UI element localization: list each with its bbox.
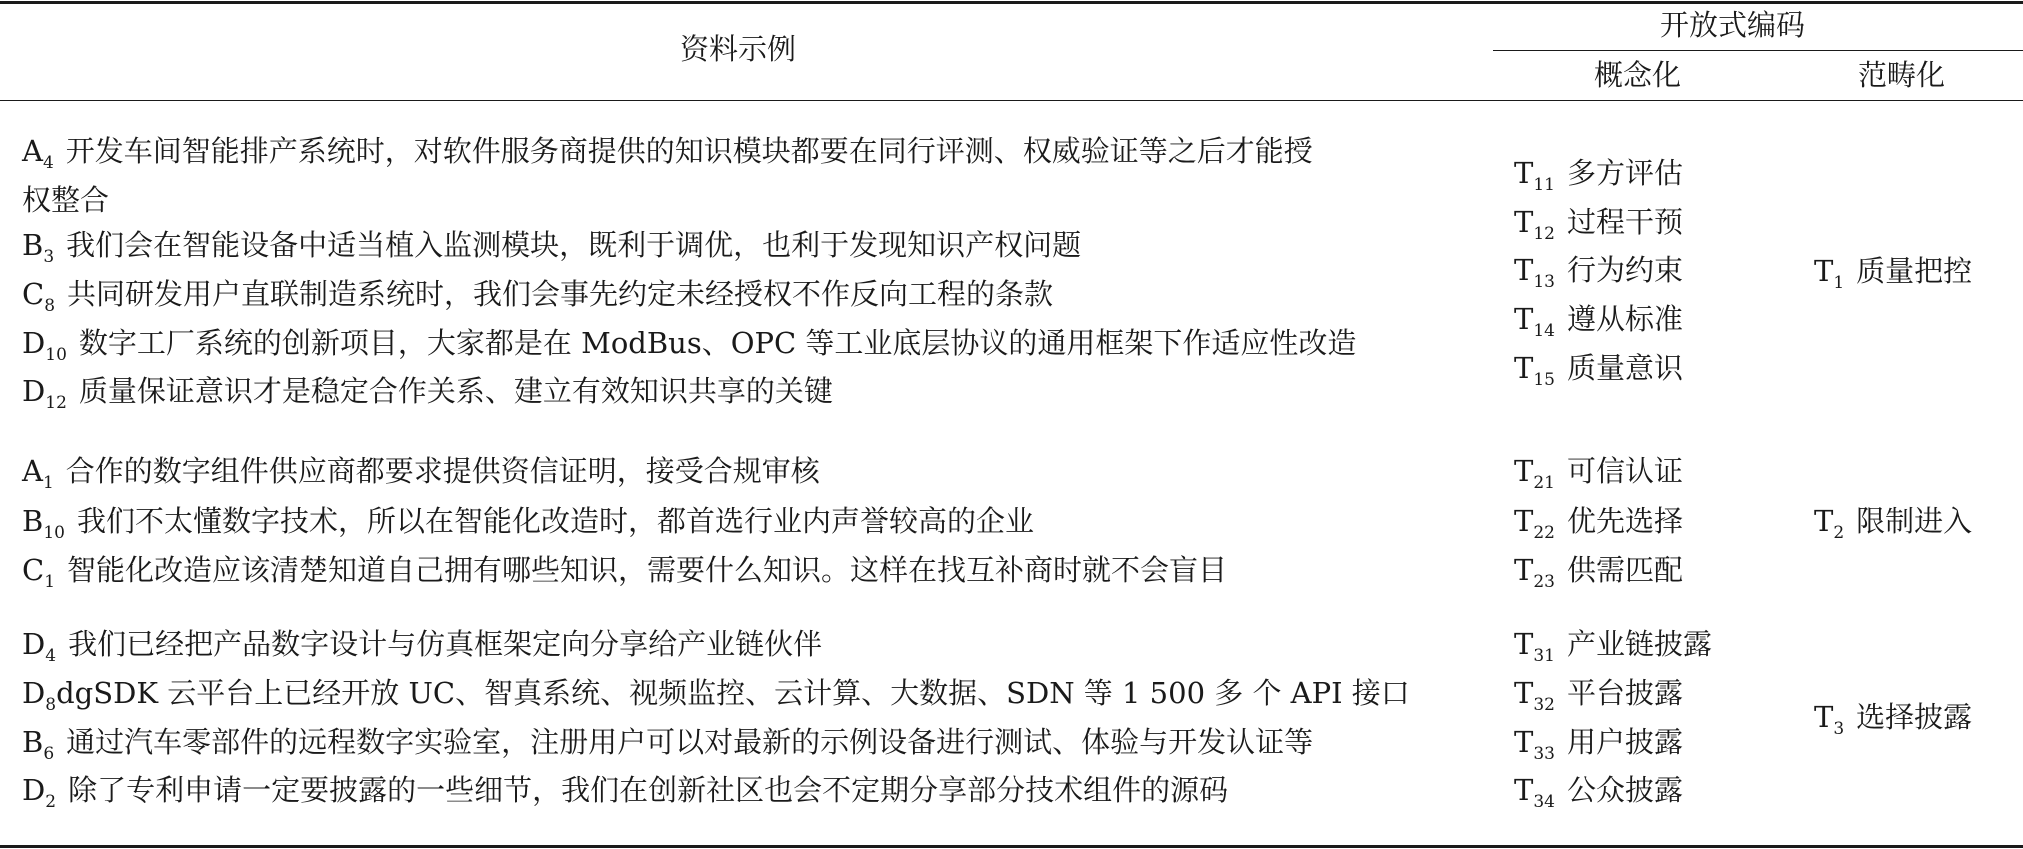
example-line-continuation: 权整合 xyxy=(22,183,110,217)
table-bottom-rule xyxy=(0,845,2023,848)
header-bottom-rule xyxy=(0,100,2023,101)
example-line: $D_8dgSDK$ 云平台上已经开放 UC、智真系统、视频监控、云计算、大数据、SDN 等 1 500 多 个 API 接口 xyxy=(22,676,1410,715)
example-line: $B_3$ 我们会在智能设备中适当植入监测模块，既利于调优，也利于发现知识产权问题 xyxy=(22,228,1082,267)
concept-item: $T_{31}$ 产业链披露 xyxy=(1514,627,1712,666)
example-line: $B_{10}$ 我们不太懂数字技术，所以在智能化改造时，都首选行业内声誉较高的企业 xyxy=(22,504,1034,543)
header-categorization: 范畴化 xyxy=(1858,58,1946,92)
concept-item: $T_{13}$ 行为约束 xyxy=(1514,253,1683,292)
example-line: $D_4$ 我们已经把产品数字设计与仿真框架定向分享给产业链伙伴 xyxy=(22,627,823,666)
concept-item: $T_{15}$ 质量意识 xyxy=(1514,351,1683,390)
concept-item: $T_{34}$ 公众披露 xyxy=(1514,773,1683,812)
example-line: $D_{12}$ 质量保证意识才是稳定合作关系、建立有效知识共享的关键 xyxy=(22,374,833,413)
example-line: $A_4$ 开发车间智能排产系统时，对软件服务商提供的知识模块都要在同行评测、权威验证等之后才能授 xyxy=(22,134,1313,173)
category-item: $T_3$ 选择披露 xyxy=(1814,700,1973,739)
concept-item: $T_{21}$ 可信认证 xyxy=(1514,454,1683,493)
header-open-coding: 开放式编码 xyxy=(1660,8,1806,42)
open-coding-underline xyxy=(1493,50,2023,51)
example-line: $A_1$ 合作的数字组件供应商都要求提供资信证明，接受合规审核 xyxy=(22,454,820,493)
example-line: $C_8$ 共同研发用户直联制造系统时，我们会事先约定未经授权不作反向工程的条款 xyxy=(22,277,1054,316)
table-top-rule xyxy=(0,1,2023,4)
category-item: $T_2$ 限制进入 xyxy=(1814,504,1973,543)
example-line: $D_2$ 除了专利申请一定要披露的一些细节，我们在创新社区也会不定期分享部分技术组件的源码 xyxy=(22,773,1229,812)
example-line: $D_{10}$ 数字工厂系统的创新项目，大家都是在 ModBus、OPC 等工业底层协议的通用框架下作适应性改造 xyxy=(22,326,1357,365)
concept-item: $T_{14}$ 遵从标准 xyxy=(1514,302,1683,341)
concept-item: $T_{11}$ 多方评估 xyxy=(1514,156,1683,195)
category-item: $T_1$ 质量把控 xyxy=(1814,254,1973,293)
concept-item: $T_{23}$ 供需匹配 xyxy=(1514,553,1683,592)
concept-item: $T_{22}$ 优先选择 xyxy=(1514,504,1683,543)
header-examples: 资料示例 xyxy=(680,32,797,66)
concept-item: $T_{33}$ 用户披露 xyxy=(1514,725,1683,764)
example-line: $B_6$ 通过汽车零部件的远程数字实验室，注册用户可以对最新的示例设备进行测试、体验与开发认证等 xyxy=(22,725,1314,764)
concept-item: $T_{32}$ 平台披露 xyxy=(1514,676,1683,715)
concept-item: $T_{12}$ 过程干预 xyxy=(1514,205,1683,244)
example-line: $C_1$ 智能化改造应该清楚知道自己拥有哪些知识，需要什么知识。这样在找互补商时就不会盲目 xyxy=(22,553,1228,592)
header-conceptualization: 概念化 xyxy=(1594,58,1682,92)
